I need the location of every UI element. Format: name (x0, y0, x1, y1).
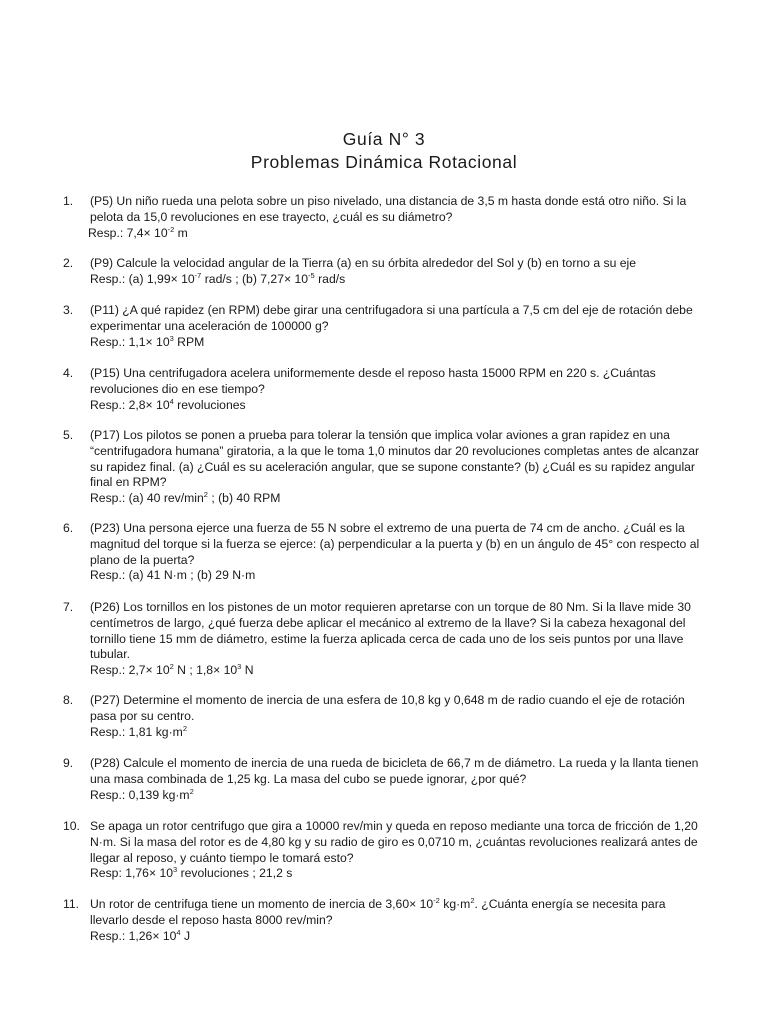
answer-exponent: 2 (189, 786, 194, 796)
problem-answer (90, 335, 705, 351)
page-title: Guía N° 3 (342, 129, 426, 149)
problem-text: (P15) Una centrifugadora acelera uniformemente desde el reposo hasta 15000 RPM en 220 s. ¿Cuántas revoluciones dio en ese tiempo? (90, 366, 656, 396)
answer-prefix: Resp.: 7,4× 10 (88, 225, 168, 240)
problem-answer (90, 866, 705, 882)
answer-suffix: N (241, 663, 254, 678)
problem-number: 3. (63, 303, 74, 317)
answer-prefix: Resp.: 0,139 kg·m (90, 787, 190, 802)
problem-answer (90, 663, 705, 679)
answer-prefix: Resp.: (a) 1,99× 10 (90, 271, 195, 286)
problem-answer (90, 568, 705, 584)
answer-exponent: 2 (169, 662, 174, 672)
answer-unit: RPM (173, 334, 205, 349)
problem-text (90, 897, 705, 929)
problem-text: (P27) Determine el momento de inercia de una esfera de 10,8 kg y 0,648 m de radio cuando el eje de rotación pasa por su centro. (90, 693, 685, 723)
answer-mid: rad/s ; (b) 7,27× 10 (201, 271, 309, 286)
problem-answer (88, 226, 705, 242)
answer-unit: revoluciones (173, 397, 246, 412)
problem-text: (P26) Los tornillos en los pistones de un motor requieren apretarse con un torque de 80 Nm. Si la llave mide 30 centímetros de largo, ¿qué fuerza debe aplicar el mecánico al extremo de la llave? Si la cabeza hexagonal del tornillo tiene 15 mm de diámetro, estime la fuerza aplicada cerca de cada uno de los seis puntos por una llave tubular. (90, 600, 691, 662)
answer-prefix: Resp.: (a) 40 rev/min (90, 491, 204, 506)
problem-text: (P11) ¿A qué rapidez (en RPM) debe girar una centrifugadora si una partícula a 7,5 cm del eje de rotación debe experimentar una aceleración de 100000 g? (90, 303, 693, 333)
page-subtitle: Problemas Dinámica Rotacional (250, 152, 518, 172)
problem-number: 4. (63, 366, 74, 380)
answer-unit: m (174, 225, 188, 240)
problem-number: 11. (63, 897, 80, 911)
problem-text: (P17) Los pilotos se ponen a prueba para tolerar la tensión que implica volar aviones a gran rapidez en una “centrifugadora humana” giratoria, a la que le toma 1,0 minutos dar 20 revoluciones completas antes de alcanzar su rapidez final. (a) ¿Cuál es su aceleración angular, que se supone constante? (b) ¿Cuál es su rapidez angular final en RPM? (90, 428, 700, 490)
answer-prefix: Resp.: 2,8× 10 (90, 397, 170, 412)
problem-number: 6. (63, 521, 74, 535)
answer-exponent: 3 (169, 333, 174, 343)
problem-number: 2. (63, 256, 74, 270)
problem-number: 5. (63, 428, 74, 442)
problem-text: (P28) Calcule el momento de inercia de una rueda de bicicleta de 66,7 m de diámetro. La rueda y la llanta tienen una masa combinada de 1,25 kg. La masa del cubo se puede ignorar, ¿por qué? (90, 756, 699, 786)
answer-exponent-2: 3 (237, 662, 242, 672)
answer-exponent: 3 (173, 865, 178, 875)
answer-mid: revoluciones ; 21,2 s (177, 866, 293, 881)
answer-exponent: 4 (169, 396, 174, 406)
problem-text: (P5) Un niño rueda una pelota sobre un piso nivelado, una distancia de 3,5 m hasta donde está otro niño. Si la pelota da 15,0 revoluciones en ese trayecto, ¿cuál es su diámetro? (90, 194, 687, 224)
answer-prefix: Resp.: 1,26× 10 (90, 928, 177, 943)
answer-unit: J (180, 928, 191, 943)
problem-answer (90, 272, 705, 288)
answer-suffix: rad/s (314, 271, 346, 286)
problem-answer (90, 491, 705, 507)
text-mid: kg·m (439, 897, 471, 911)
text-suffix: . ¿Cuánta energía se necesita para llevarlo desde el reposo hasta 8000 rev/min? (90, 897, 666, 927)
answer-exponent: 2 (182, 723, 187, 733)
answer-exponent: 2 (203, 490, 208, 500)
answer-exponent: 4 (176, 927, 181, 937)
problem-answer (90, 929, 705, 945)
answer-exponent-2: -5 (308, 270, 315, 280)
problem-text: Se apaga un rotor centrifugo que gira a 10000 rev/min y queda en reposo mediante una torca de fricción de 1,20 N·m. Si la masa del rotor es de 4,80 kg y su radio de giro es 0,0710 m, ¿cuántas revoluciones realizará antes de llegar al reposo, y cuánto tiempo le tomará esto? (90, 819, 698, 865)
problem-number: 1. (63, 194, 74, 208)
problem-number: 9. (63, 756, 74, 770)
answer-prefix: Resp.: 1,1× 10 (90, 334, 170, 349)
answer-prefix: Resp: 1,76× 10 (90, 866, 174, 881)
text-exponent: -2 (433, 896, 440, 905)
answer-prefix: Resp.: (a) 41 N·m ; (b) 29 N·m (90, 568, 256, 583)
problem-answer (90, 788, 705, 804)
answer-mid: N ; 1,8× 10 (173, 663, 238, 678)
problem-number: 7. (63, 600, 74, 614)
answer-exponent: -7 (194, 270, 202, 280)
text-exponent-2: 2 (470, 896, 475, 905)
problem-text: (P23) Una persona ejerce una fuerza de 55 N sobre el extremo de una puerta de 74 cm de ancho. ¿Cuál es la magnitud del torque si la fuerza se ejerce: (a) perpendicular a la puerta y (b) en un ángulo de 45° con respecto al plano de la puerta? (90, 521, 700, 567)
answer-exponent: -2 (167, 224, 175, 234)
answer-mid: ; (b) 40 RPM (207, 491, 281, 506)
text-prefix: Un rotor de centrifuga tiene un momento de inercia de 3,60× 10 (90, 897, 434, 911)
problem-number: 8. (63, 693, 74, 707)
title-block (0, 128, 768, 174)
problem-text: (P9) Calcule la velocidad angular de la Tierra (a) en su órbita alrededor del Sol y (b) en torno a su eje (90, 256, 637, 270)
problem-answer (90, 725, 705, 741)
answer-prefix: Resp.: 1,81 kg·m (90, 724, 183, 739)
problem-answer (90, 398, 705, 414)
answer-prefix: Resp.: 2,7× 10 (90, 663, 170, 678)
problem-number: 10. (63, 819, 80, 833)
